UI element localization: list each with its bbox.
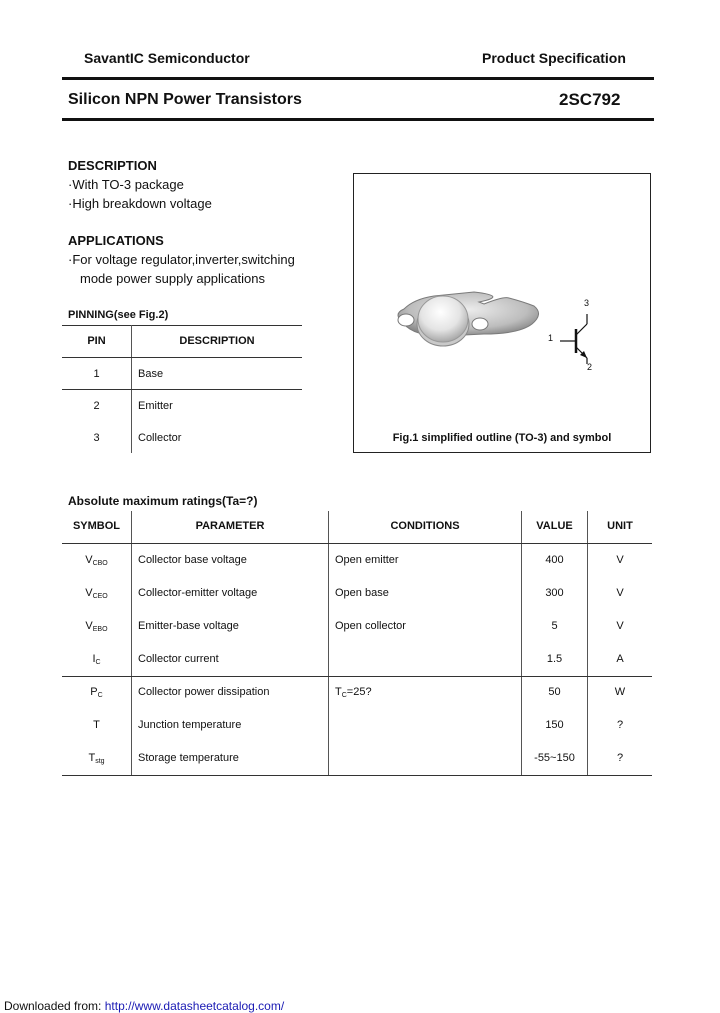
npn-transistor-symbol (354, 174, 650, 452)
applications-line: ·For voltage regulator,inverter,switching (68, 252, 295, 267)
figure-caption: Fig.1 simplified outline (TO-3) and symbol (392, 432, 612, 444)
footer-link[interactable]: http://www.datasheetcatalog.com/ (104, 999, 285, 1013)
part-number: 2SC792 (559, 90, 621, 109)
col-value: VALUE (536, 520, 573, 532)
ratings-rule-bottom (62, 775, 652, 776)
conditions-cell: Open collector (335, 620, 406, 632)
footer-label: Downloaded from: (4, 999, 102, 1013)
col-unit: UNIT (607, 520, 633, 532)
unit-cell: ? (616, 752, 624, 764)
symbol-cell: $V_{CBO}$ (85, 554, 108, 567)
pinning-rule-header (62, 357, 302, 358)
pinning-row-rule (62, 389, 302, 390)
company-name: SavantIC Semiconductor (84, 50, 250, 66)
emitter-pin-label: 2 (587, 362, 593, 372)
pin-number: 3 (93, 432, 100, 444)
pin-description: Emitter (138, 400, 173, 412)
parameter-cell: Collector current (138, 653, 219, 665)
symbol-cell: $V_{CEO}$ (85, 587, 108, 600)
ratings-col-divider (131, 511, 132, 775)
unit-cell: V (616, 554, 624, 566)
header-rule-top (62, 77, 654, 80)
symbol-cell: $V_{EBO}$ (85, 620, 108, 633)
parameter-cell: Collector power dissipation (138, 686, 270, 698)
value-cell: -55~150 (534, 752, 575, 764)
base-pin-label: 1 (548, 333, 554, 343)
col-conditions: CONDITIONS (390, 520, 460, 532)
ratings-col-divider (587, 511, 588, 775)
conditions-cell: $T_C=25$? (335, 686, 372, 699)
symbol-cell: $P_C$ (90, 686, 103, 699)
value-cell: 400 (545, 554, 564, 566)
ratings-rule-header (62, 543, 652, 544)
parameter-cell: Collector base voltage (138, 554, 247, 566)
parameter-cell: Collector-emitter voltage (138, 587, 258, 599)
unit-cell: A (616, 653, 624, 665)
applications-heading: APPLICATIONS (68, 233, 164, 248)
symbol-cell: $T_{stg}$ (88, 752, 105, 765)
unit-cell: V (616, 587, 624, 599)
col-symbol: SYMBOL (72, 520, 121, 532)
parameter-cell: Emitter-base voltage (138, 620, 239, 632)
col-parameter: PARAMETER (195, 520, 265, 532)
value-cell: 150 (545, 719, 564, 731)
product-line: Silicon NPN Power Transistors (68, 91, 302, 108)
unit-cell: W (614, 686, 626, 698)
pin-description: Collector (138, 432, 182, 444)
ratings-col-divider (328, 511, 329, 775)
ratings-col-divider (521, 511, 522, 775)
pin-description: Base (138, 368, 164, 380)
collector-pin-label: 3 (584, 298, 590, 308)
pin-number: 2 (93, 400, 100, 412)
applications-line: mode power supply applications (80, 271, 265, 286)
value-cell: 50 (548, 686, 561, 698)
ratings-row-rule (62, 676, 652, 677)
doc-type: Product Specification (482, 50, 626, 66)
value-cell: 1.5 (546, 653, 563, 665)
parameter-cell: Storage temperature (138, 752, 239, 764)
symbol-cell: T (93, 719, 100, 731)
description-heading: DESCRIPTION (68, 158, 157, 173)
unit-cell: ? (616, 719, 624, 731)
header-rule-bottom (62, 118, 654, 121)
description-item: ·With TO-3 package (68, 177, 184, 192)
symbol-cell: $I_C$ (92, 653, 101, 666)
parameter-cell: Junction temperature (138, 719, 242, 731)
value-cell: 300 (545, 587, 564, 599)
pin-number: 1 (93, 368, 100, 380)
pinning-col-pin: PIN (87, 335, 106, 347)
figure-box (353, 173, 651, 453)
footer (4, 999, 284, 1013)
value-cell: 5 (551, 620, 558, 632)
pinning-rule-top (62, 325, 302, 326)
pinning-heading: PINNING(see Fig.2) (68, 309, 169, 321)
ratings-heading: Absolute maximum ratings(Ta=?) (68, 494, 258, 508)
unit-cell: V (616, 620, 624, 632)
description-item: ·High breakdown voltage (68, 196, 212, 211)
pinning-col-desc: DESCRIPTION (179, 335, 255, 347)
conditions-cell: Open base (335, 587, 389, 599)
conditions-cell: Open emitter (335, 554, 399, 566)
